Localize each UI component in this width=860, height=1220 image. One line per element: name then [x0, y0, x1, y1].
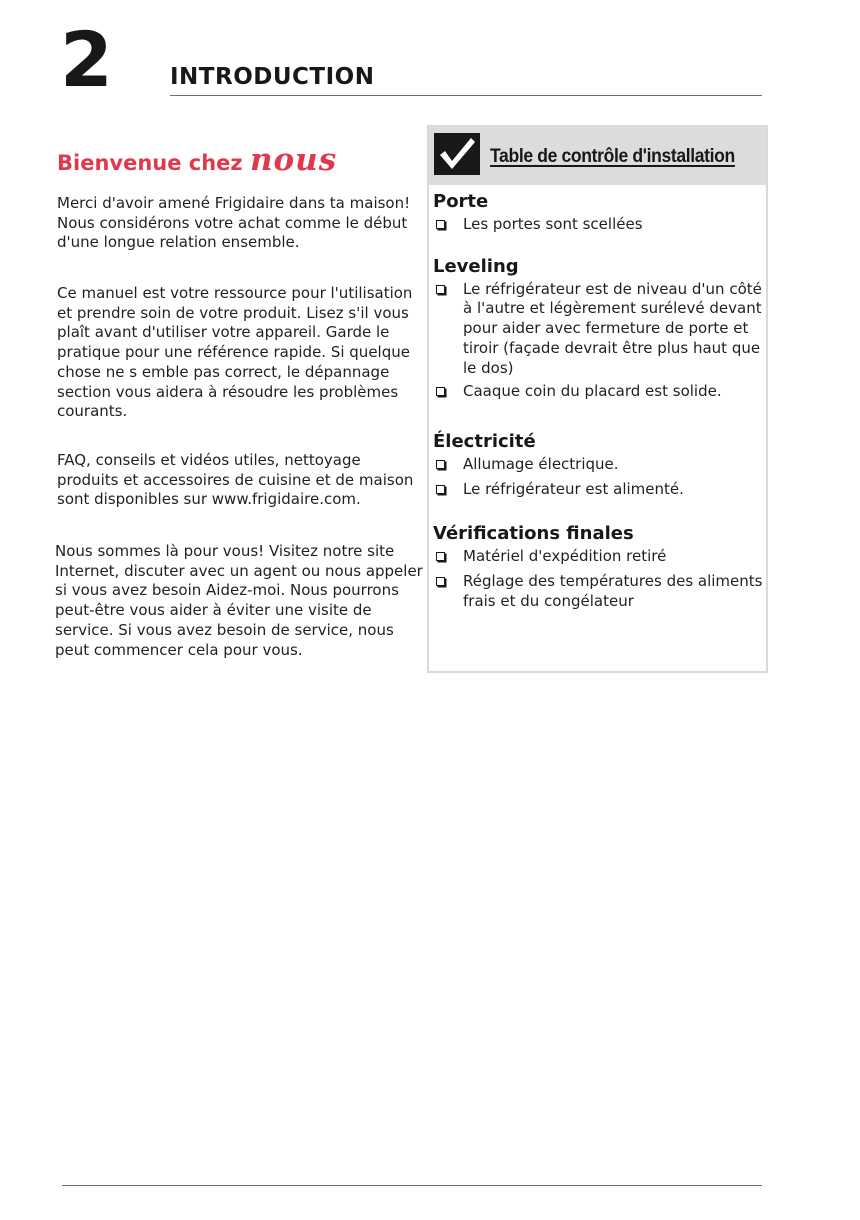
checklist-item-text: Réglage des températures des aliments frais et du congélateur	[463, 572, 763, 610]
checklist-heading: Porte	[433, 191, 489, 212]
checkmark-icon	[434, 133, 480, 175]
checklist-item	[433, 455, 765, 475]
checklist-item	[433, 280, 765, 379]
manual-paragraph: Ce manuel est votre ressource pour l'utilisation et prendre soin de votre produit. Lisez s'il vous plaît avant d'utiliser votre appareil. Garde le pratique pour une référence rapide. Si quelque chose ne s emble pas correct, le dépannage section vous aidera à résoudre les problèmes courants.	[57, 284, 413, 421]
welcome-heading	[57, 140, 407, 183]
checklist-title: Table de contrôle d'installation	[490, 145, 735, 167]
checklist-item-text: Le réfrigérateur est alimenté.	[463, 479, 684, 498]
checklist-item	[433, 572, 765, 611]
checklist-section-porte	[433, 189, 765, 235]
title-divider	[170, 95, 762, 96]
checklist-heading: Électricité	[433, 430, 536, 452]
checklist-section-verifications	[433, 521, 765, 611]
checklist-heading: Leveling	[433, 255, 519, 277]
checkbox-icon	[436, 485, 445, 494]
checkbox-icon	[436, 285, 445, 294]
checklist-heading: Vérifications finales	[433, 523, 634, 545]
footer-divider	[62, 1185, 762, 1186]
checklist-item	[433, 547, 765, 567]
welcome-heading-text: Bienvenue chez	[57, 151, 243, 175]
checklist-body	[433, 189, 765, 611]
checklist-item	[433, 382, 765, 402]
support-paragraph: Nous sommes là pour vous! Visitez notre site Internet, discuter avec un agent ou nous appeler si vous avez besoin Aidez-moi. Nous pourrons peut-être vous aider à éviter une visite de service. Si vous avez besoin de service, nous peut commencer cela pour vous.	[55, 542, 423, 659]
checkbox-icon	[436, 460, 445, 469]
checklist-item	[433, 215, 765, 235]
checklist-section-leveling	[433, 254, 765, 402]
checklist-header	[429, 127, 766, 185]
welcome-heading-script: nous	[249, 142, 338, 178]
checkbox-icon	[436, 387, 445, 396]
checklist-item	[433, 480, 765, 500]
section-title: INTRODUCTION	[170, 64, 375, 90]
resources-paragraph: FAQ, conseils et vidéos utiles, nettoyage produits et accessoires de cuisine et de maison sont disponibles sur www.frigidaire.com.	[57, 451, 414, 509]
checklist-section-electricite	[433, 429, 765, 499]
checklist-item-text: Allumage électrique.	[463, 454, 619, 473]
checklist-item-text: Caaque coin du placard est solide.	[463, 382, 722, 401]
welcome-paragraph: Merci d'avoir amené Frigidaire dans ta maison! Nous considérons votre achat comme le début d'une longue relation ensemble.	[57, 194, 411, 252]
installation-checklist	[427, 125, 768, 673]
page-number: 2	[60, 15, 111, 104]
checklist-item-text: Matériel d'expédition retiré	[463, 547, 667, 566]
checkbox-icon	[436, 577, 445, 586]
checklist-item-text: Les portes sont scellées	[463, 215, 643, 233]
checklist-item-text: Le réfrigérateur est de niveau d'un côté à l'autre et légèrement surélevé devant pour aider avec fermeture de porte et tiroir (façade devrait être plus haut que le dos)	[463, 279, 762, 377]
checkbox-icon	[436, 220, 445, 229]
checkbox-icon	[436, 552, 445, 561]
